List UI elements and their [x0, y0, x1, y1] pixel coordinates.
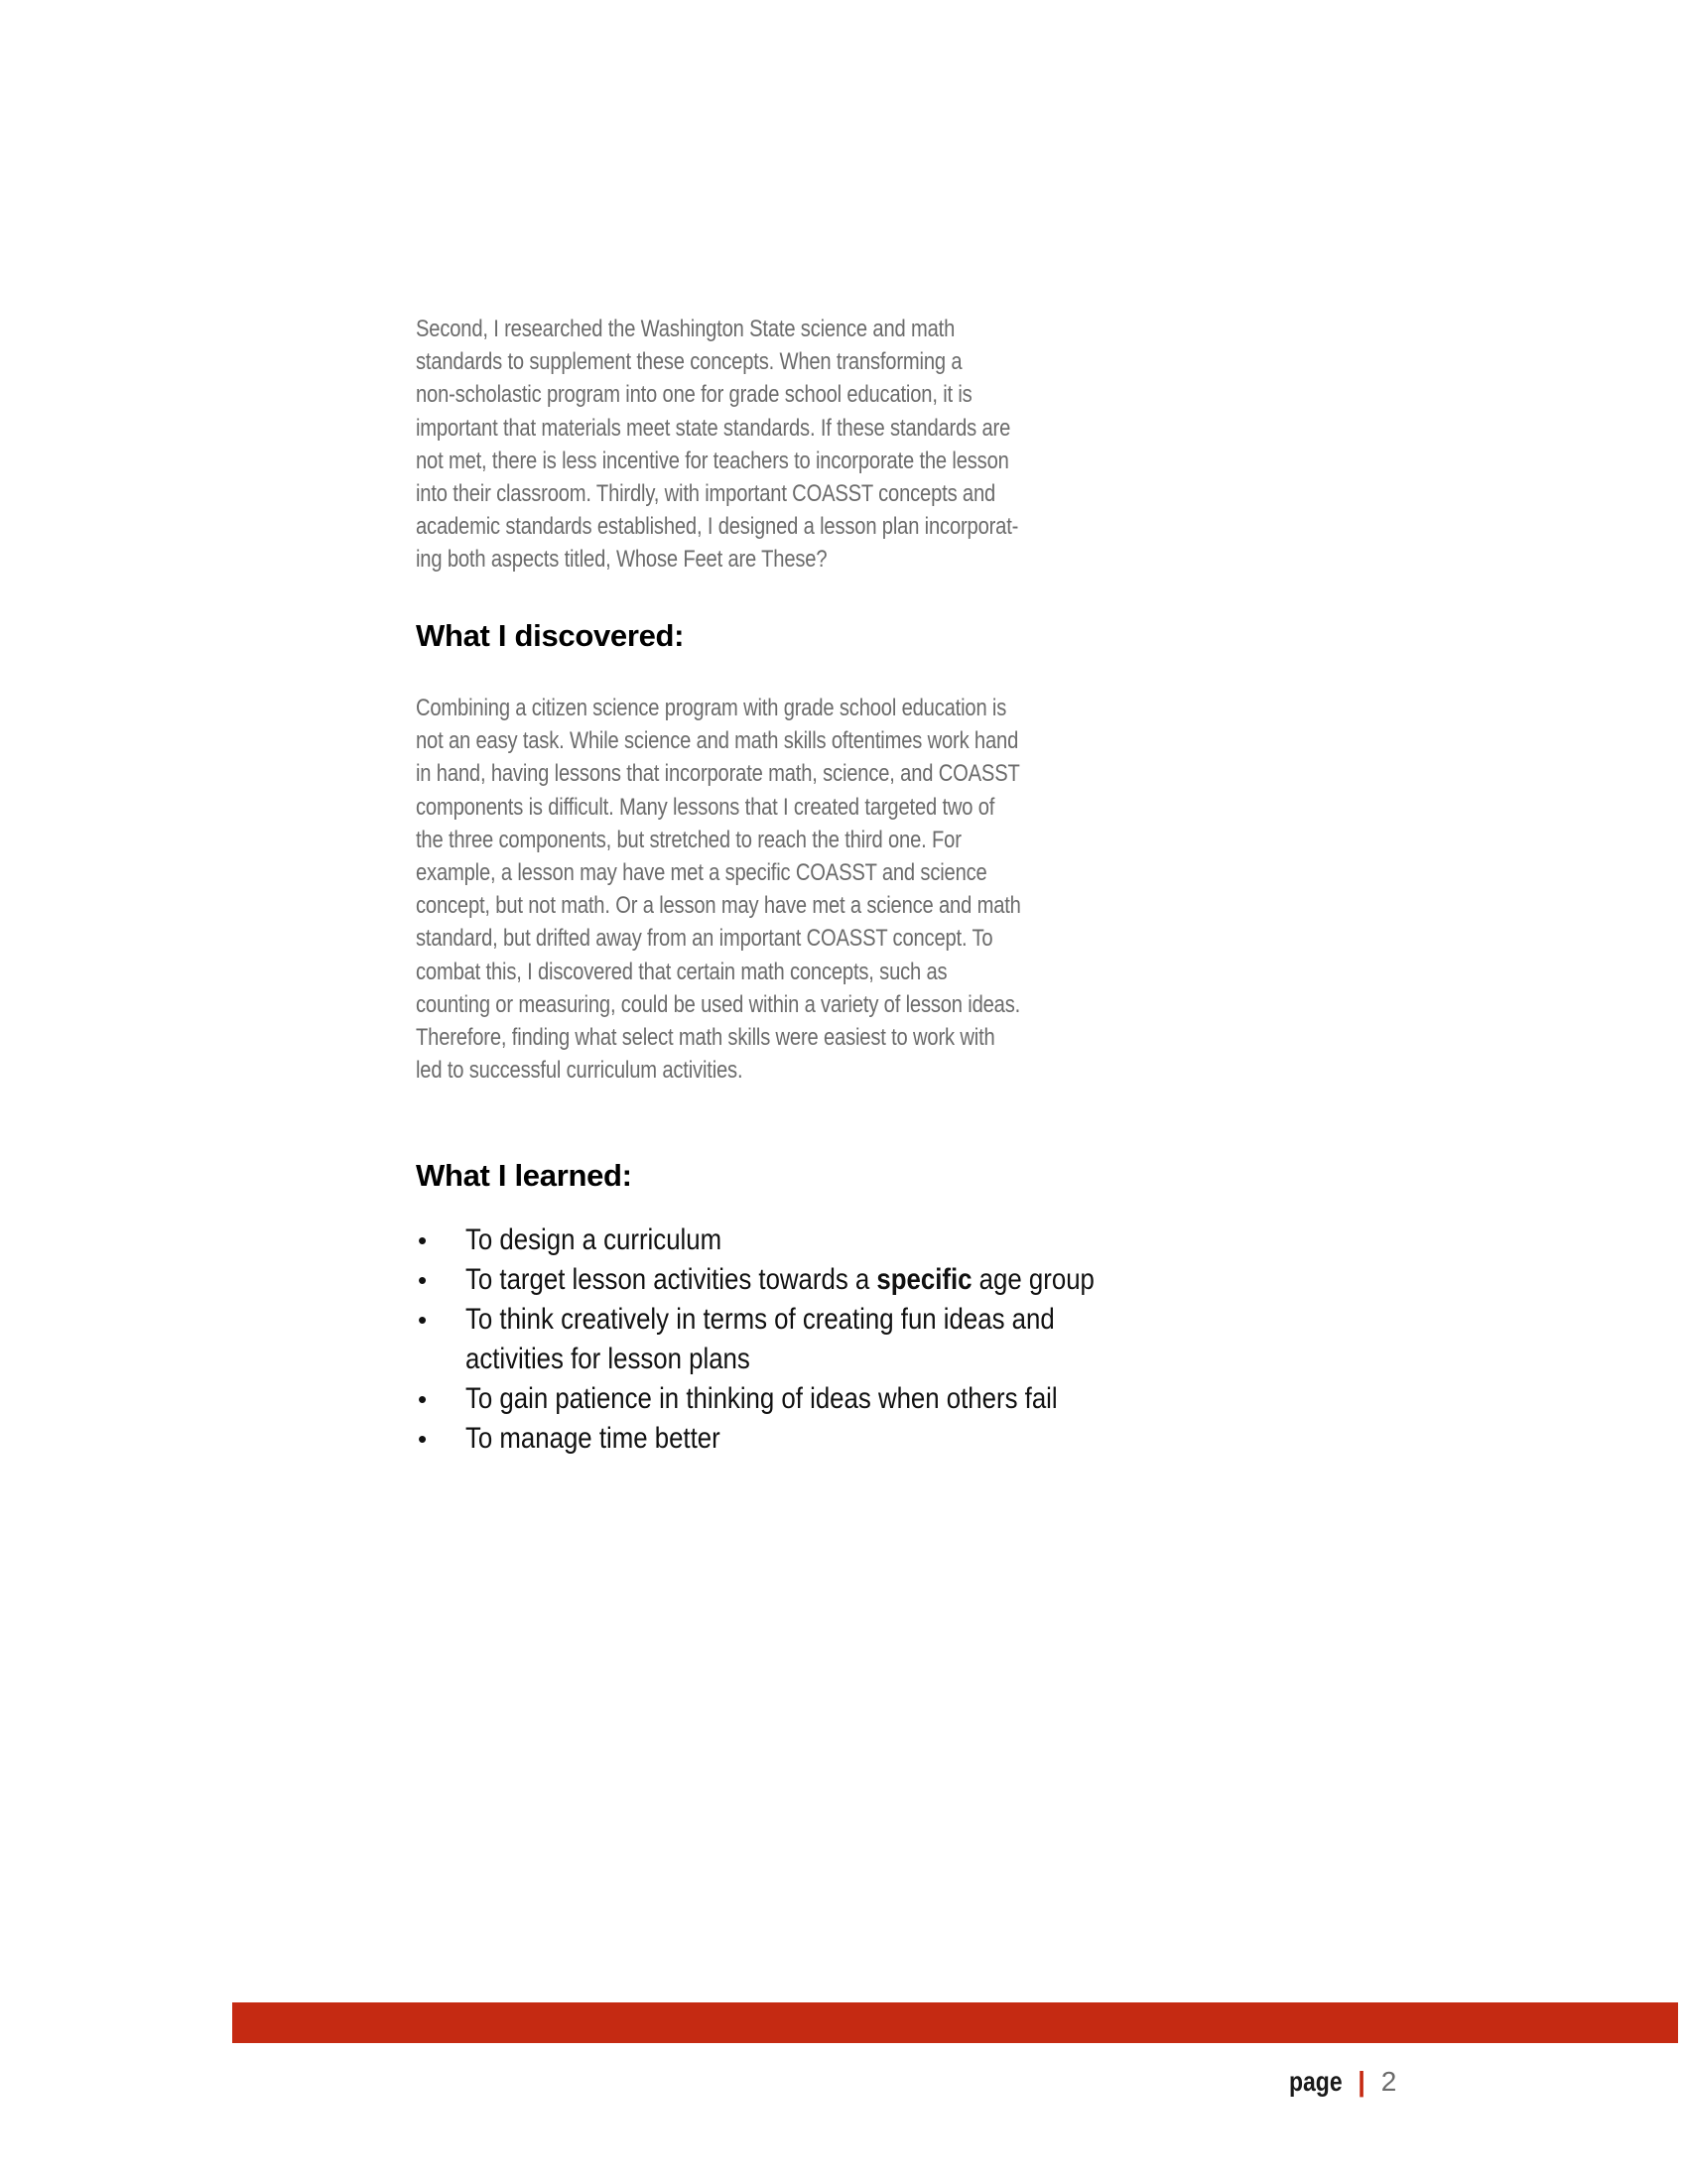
paragraph-line: academic standards established, I designed a lesson plan incorporat-: [416, 513, 1019, 541]
list-item: [416, 1300, 1170, 1379]
bullet-icon: •: [418, 1424, 428, 1454]
paragraph-line: non-scholastic program into one for grade school education, it is: [416, 381, 973, 409]
paragraph-line: components is difficult. Many lessons that I created targeted two of: [416, 793, 995, 821]
page-label: page: [1289, 2066, 1343, 2097]
learned-list: [416, 1220, 1170, 1459]
list-item-text: To gain patience in thinking of ideas when others fail: [465, 1382, 1058, 1415]
list-item-text: [465, 1260, 1095, 1300]
paragraph-line: standards to supplement these concepts. When transforming a: [416, 348, 963, 376]
paragraph-line: counting or measuring, could be used within a variety of lesson ideas.: [416, 990, 1021, 1018]
paragraph-line: Therefore, finding what select math skills were easiest to work with: [416, 1024, 995, 1052]
paragraph-line: Combining a citizen science program with grade school education is: [416, 695, 1007, 721]
intro-paragraph: [416, 313, 1110, 577]
paragraph-line: concept, but not math. Or a lesson may have met a science and math: [416, 892, 1021, 920]
paragraph-line: combat this, I discovered that certain math concepts, such as: [416, 958, 948, 985]
paragraph-line: example, a lesson may have met a specific COASST and science: [416, 859, 987, 887]
list-item: [416, 1379, 1170, 1419]
paragraph-line: not met, there is less incentive for teachers to incorporate the lesson: [416, 447, 1009, 474]
page-number-value: 2: [1380, 2066, 1397, 2097]
bullet-icon: •: [418, 1265, 428, 1295]
list-item-text: To design a curriculum: [465, 1223, 722, 1256]
footer-bar: [232, 2002, 1678, 2043]
list-item-text-after: age group: [972, 1263, 1095, 1296]
emphasis-text: specific: [876, 1263, 973, 1296]
paragraph-line: in hand, having lessons that incorporate math, science, and COASST: [416, 760, 1020, 788]
page-separator: |: [1358, 2066, 1365, 2097]
paragraph-line: important that materials meet state standards. If these standards are: [416, 414, 1011, 442]
list-item: [416, 1419, 1170, 1459]
paragraph-line: standard, but drifted away from an important COASST concept. To: [416, 925, 993, 953]
list-item-text: To manage time better: [465, 1422, 720, 1455]
bullet-icon: •: [418, 1384, 428, 1414]
learned-heading: What I learned:: [416, 1158, 632, 1193]
discovered-paragraph: [416, 692, 1110, 1087]
paragraph-line: into their classroom. Thirdly, with important COASST concepts and: [416, 480, 996, 508]
bullet-icon: •: [418, 1225, 428, 1255]
paragraph-line: led to successful curriculum activities.: [416, 1057, 743, 1085]
paragraph-line: not an easy task. While science and math skills oftentimes work hand: [416, 727, 1019, 755]
list-item-text-before: To target lesson activities towards a: [465, 1263, 877, 1296]
bullet-icon: •: [418, 1305, 428, 1335]
discovered-heading: What I discovered:: [416, 618, 685, 653]
list-item-text-line: To think creatively in terms of creating fun ideas and: [465, 1303, 1055, 1336]
page-number: [1289, 2065, 1396, 2099]
paragraph-line: Second, I researched the Washington State science and math: [416, 316, 956, 342]
paragraph-line: ing both aspects titled, Whose Feet are These?: [416, 546, 828, 574]
list-item: [416, 1260, 1170, 1300]
list-item-text-line: activities for lesson plans: [465, 1343, 750, 1375]
list-item: [416, 1220, 1170, 1260]
paragraph-line: the three components, but stretched to reach the third one. For: [416, 826, 962, 853]
